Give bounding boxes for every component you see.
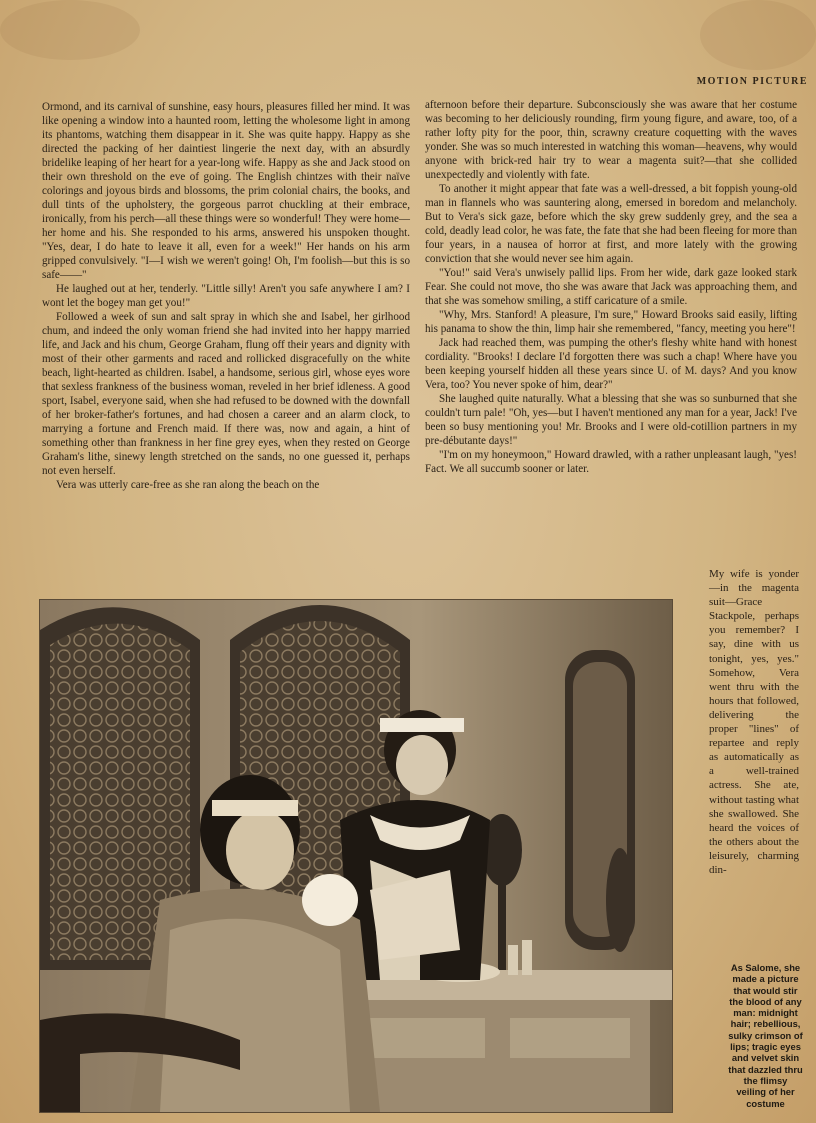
left-text-column [42,100,410,492]
paragraph: "I'm on my honeymoon," Howard drawled, with a rather unpleasant laugh, "yes! Fact. We all succumb sooner or later. [425,449,797,475]
paragraph: "Why, Mrs. Stanford! A pleasure, I'm sure," Howard Brooks said easily, lifting his panama to show the thin, limp hair she remembered, "fancy, meeting you here"! [425,309,797,335]
film-still-photo [40,600,672,1112]
paragraph: Followed a week of sun and salt spray in which she and Isabel, her girlhood chum, and indeed the only woman friend she had invited into her happy married life, and Jack and his chum, George Graham, flung off their years and dignity with most of their other garments and raced and rollicked disgracefully on the white beach, light-hearted as children. Isabel, a handsome, serious girl, whose eyes wore that sexless frankness of the business woman, reveled in her brief idleness. A good sport, Isabel, everyone said, when she had refused to be downed with the downfall of her broker-father's fortunes, and had chosen a career and an alarm clock, to marrying a fortune and French maid. If there was, now and again, a hint of something other than frankness in her fine grey eyes, when they rested on George Graham's lithe, sinewy length stretched on the sands, no one guessed it, perhaps not even herself. [42,311,410,477]
right-text-column [425,98,797,476]
paragraph: afternoon before their departure. Subconsciously she was aware that her costume was becoming to her deliciously rounding, firm young figure, and aware, too, of a rather lofty pity for the poor, thin, scrawny creature coquetting with the waves yonder. She was so much interested in watching this woman—heavens, why would anyone with brick-red hair try to wear a magenta suit?—that she collided unexpectedly and violently with fate. [425,99,797,181]
paragraph: He laughed out at her, tenderly. "Little silly! Aren't you safe anywhere I am? I wont let the bogey man get you!" [42,283,410,309]
photo-caption: As Salome, she made a picture that would stir the blood of any man: midnight hair; rebellious, sulky crimson of lips; tragic eyes and velvet skin that dazzled thru the flimsy veiling of her costume [728,962,803,1109]
paper-stain [700,0,816,70]
paper-stain [0,0,140,60]
paragraph: "You!" said Vera's unwisely pallid lips. From her wide, dark gaze looked stark Fear. She could not move, tho she was aware that Jack was approaching them, and that she was somehow smiling, a stiff caricature of a smile. [425,267,797,307]
paragraph: Ormond, and its carnival of sunshine, easy hours, pleasures filled her mind. It was like opening a window into a haunted room, letting the wholesome light in among its phantoms, watching them disappear in it. She was quite happy. Happy as she directed the packing of her daintiest lingerie the next day, with an absurdly bridelike leaping of her heart for a year-long wife. Happy as she and Jack stood on their own threshold on the eve of going. The English chintzes with their naïve colorings and joyous birds and blossoms, the prim colonial chairs, the books, and dull tints of the upholstery, the gorgeous parrot chuckling at their embrace, ironically, from his perch—all these things were so wonderful! They were home—her home and his. She responded to his arms, answered his unspoken thought. "Yes, dear, I do hate to leave it all, even for a week!" Her hands on his arm gripped convulsively. "I—I wish we weren't going! Oh, I'm foolish—but this is so safe——" [42,101,410,281]
paragraph: Vera was utterly care-free as she ran along the beach on the [56,479,320,491]
paragraph: My wife is yonder—in the magenta suit—Grace Stackpole, perhaps you remember? I say, dine with us tonight, yes, yes." Somehow, Vera went thru with the hours that followed, delivering the proper "lines" of repartee and reply as automatically as a well-trained actress. She ate, without tasting what she swallowed. She heard the voices of the others about the leisurely, charming din- [709,568,799,876]
paragraph: To another it might appear that fate was a well-dressed, a bit foppish young-old man in flannels who was sauntering along, emersed in boredom and melancholy. But to Vera's sick gaze, before which the sky grew suddenly grey, and the sea a cold, deadly lead color, he was fate, the fate that she had been fleeing for more than four years, in a nausea of horror at first, and more lately with the growing conviction that she would never see him again. [425,183,797,265]
paragraph: She laughed quite naturally. What a blessing that she was so sunburned that she couldn't turn pale! "Oh, yes—but I haven't mentioned any man for a year, Jack! I've been so busy mentioning you! Mr. Brooks and I were old-cotillion partners in my pre-débutante days!" [425,393,797,447]
page-header: MOTION PICTURE [696,76,808,87]
paragraph: Jack had reached them, was pumping the other's fleshy white hand with honest cordiality. "Brooks! I declare I'd forgotten there was such a chap! Where have you been keeping yourself hidden all these years since U. of M. days? And you know Vera, too? You never spoke of him, dear?" [425,337,797,391]
narrow-text-column [709,567,799,877]
photo-illustration [40,600,672,1112]
